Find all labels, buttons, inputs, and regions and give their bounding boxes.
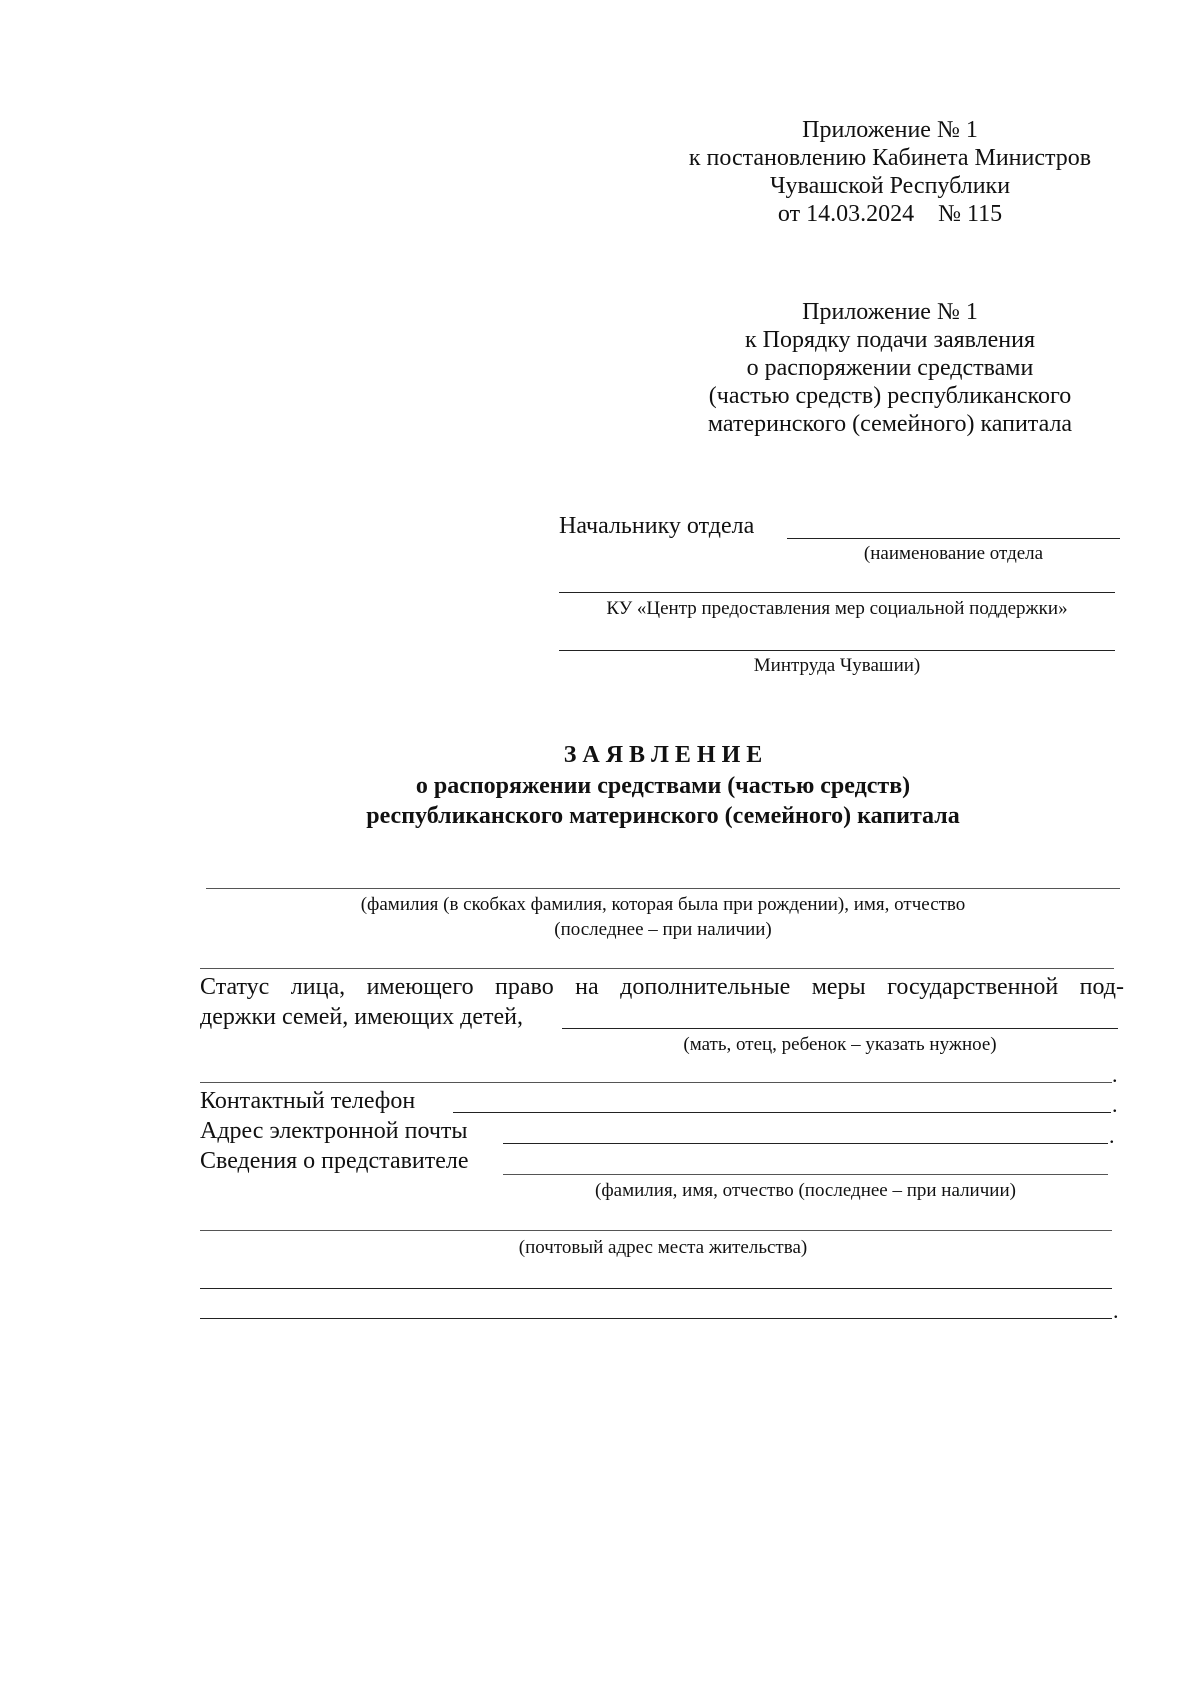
- status-field[interactable]: [562, 1028, 1118, 1029]
- addressee-label: Начальнику отдела: [559, 513, 755, 539]
- order-subject-line2: (частью средств) республиканского: [708, 383, 1072, 409]
- representative-address-field[interactable]: [200, 1230, 1112, 1231]
- order-reference: к Порядку подачи заявления: [744, 327, 1036, 353]
- applicant-name-extra-field[interactable]: [200, 968, 1114, 969]
- order-subject-line3: материнского (семейного) капитала: [707, 411, 1073, 437]
- institution-hint: КУ «Центр предоставления мер социальной поддержки»: [606, 598, 1068, 619]
- email-label: Адрес электронной почты: [200, 1118, 468, 1144]
- address-field-line2[interactable]: [200, 1318, 1112, 1319]
- status-text-line1: Статус лица, имеющего право на дополнительные меры государственной под-: [200, 974, 1124, 1000]
- applicant-name-field[interactable]: [206, 888, 1120, 889]
- order-subject-line1: о распоряжении средствами: [746, 355, 1034, 381]
- address-field-line1[interactable]: [200, 1288, 1112, 1289]
- phone-label: Контактный телефон: [200, 1088, 416, 1114]
- document-subtitle-line2: республиканского материнского (семейного) капитала: [366, 803, 960, 829]
- institution-field[interactable]: [559, 592, 1115, 593]
- email-field[interactable]: [503, 1143, 1108, 1144]
- phone-period: .: [1112, 1092, 1118, 1117]
- document-subtitle-line1: о распоряжении средствами (частью средств): [415, 773, 911, 799]
- address-period: .: [1113, 1298, 1119, 1323]
- applicant-name-hint-line1: (фамилия (в скобках фамилия, которая была при рождении), имя, отчество: [360, 894, 966, 915]
- representative-address-hint: (почтовый адрес места жительства): [518, 1237, 808, 1258]
- email-period: .: [1109, 1123, 1115, 1148]
- applicant-name-hint-line2: (последнее – при наличии): [554, 919, 772, 940]
- representative-label: Сведения о представителе: [200, 1148, 469, 1174]
- status-extra-field[interactable]: [200, 1082, 1112, 1083]
- status-hint: (мать, отец, ребенок – указать нужное): [683, 1034, 997, 1055]
- representative-name-hint: (фамилия, имя, отчество (последнее – при наличии): [595, 1180, 1016, 1201]
- resolution-republic: Чувашской Республики: [769, 173, 1011, 199]
- dept-name-field[interactable]: [787, 538, 1120, 539]
- order-header: [640, 298, 1140, 438]
- document-title: З А Я В Л Е Н И Е: [563, 742, 763, 768]
- phone-field[interactable]: [453, 1112, 1111, 1113]
- resolution-header: [640, 116, 1140, 228]
- status-text-line2: держки семей, имеющих детей,: [200, 1004, 524, 1030]
- resolution-appendix-number: Приложение № 1: [802, 117, 978, 143]
- ministry-field[interactable]: [559, 650, 1115, 651]
- resolution-date-number: от 14.03.2024 № 115: [777, 201, 1003, 227]
- dept-name-hint: (наименование отдела: [863, 543, 1044, 564]
- resolution-reference: к постановлению Кабинета Министров: [688, 145, 1092, 171]
- order-appendix-number: Приложение № 1: [802, 299, 978, 325]
- ministry-hint: Минтруда Чувашии): [753, 655, 921, 676]
- status-period: .: [1112, 1062, 1118, 1087]
- representative-name-field[interactable]: [503, 1174, 1108, 1175]
